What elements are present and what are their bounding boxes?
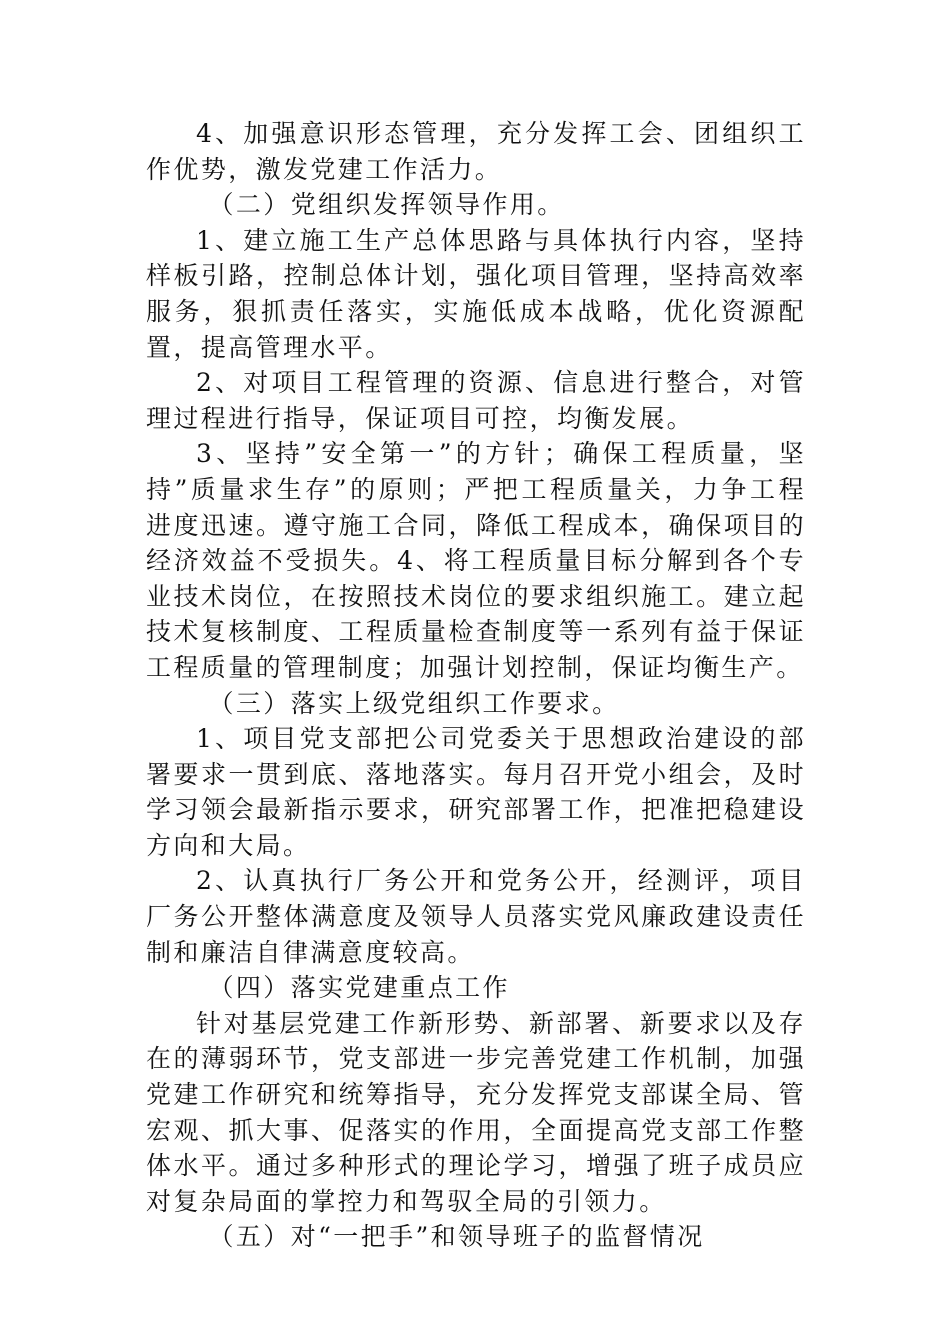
document-page (146, 116, 806, 1255)
section-heading-3: （三）落实上级党组织工作要求。 (208, 688, 620, 718)
paragraph-ideology-management: 4、加强意识形态管理，充分发挥工会、团组织工作优势，激发党建工作活力。 (146, 119, 806, 184)
section-heading-5: （五）对“一把手”和领导班子的监督情况 (208, 1222, 705, 1252)
section-heading-4: （四）落实党建重点工作 (208, 973, 510, 1003)
paragraph-safety-quality: 3、坚持”安全第一”的方针；确保工程质量，坚持”质量求生存”的原则；严把工程质量关，力争工程进度迅速。遵守施工合同，降低工程成本，确保项目的经济效益不受损失。4、将工程质量目标分解到各个专业技术岗位，在按照技术岗位的要求组织施工。建立起技术复核制度、工程质量检查制度等一系列有益于保证工程质量的管理制度；加强计划控制，保证均衡生产。 (146, 439, 806, 682)
paragraph-openness: 2、认真执行厂务公开和党务公开，经测评，项目厂务公开整体满意度及领导人员落实党风廉政建设责任制和廉洁自律满意度较高。 (146, 866, 806, 967)
paragraph-resource-integration: 2、对项目工程管理的资源、信息进行整合，对管理过程进行指导，保证项目可控，均衡发展。 (146, 368, 806, 433)
section-heading-2: （二）党组织发挥领导作用。 (208, 190, 565, 220)
paragraph-construction-plan: 1、建立施工生产总体思路与具体执行内容，坚持样板引路，控制总体计划，强化项目管理，坚持高效率服务，狠抓责任落实，实施低成本战略，优化资源配置，提高管理水平。 (146, 225, 806, 362)
paragraph-party-branch-deployment: 1、项目党支部把公司党委关于思想政治建设的部署要求一贯到底、落地落实。每月召开党小组会，及时学习领会最新指示要求，研究部署工作，把准把稳建设方向和大局。 (146, 724, 806, 860)
paragraph-key-work: 针对基层党建工作新形势、新部署、新要求以及存在的薄弱环节，党支部进一步完善党建工作机制，加强党建工作研究和统筹指导，充分发挥党支部谋全局、管宏观、抓大事、促落实的作用，全面提高党支部工作整体水平。通过多种形式的理论学习，增强了班子成员应对复杂局面的掌控力和驾驭全局的引领力。 (146, 1008, 806, 1216)
